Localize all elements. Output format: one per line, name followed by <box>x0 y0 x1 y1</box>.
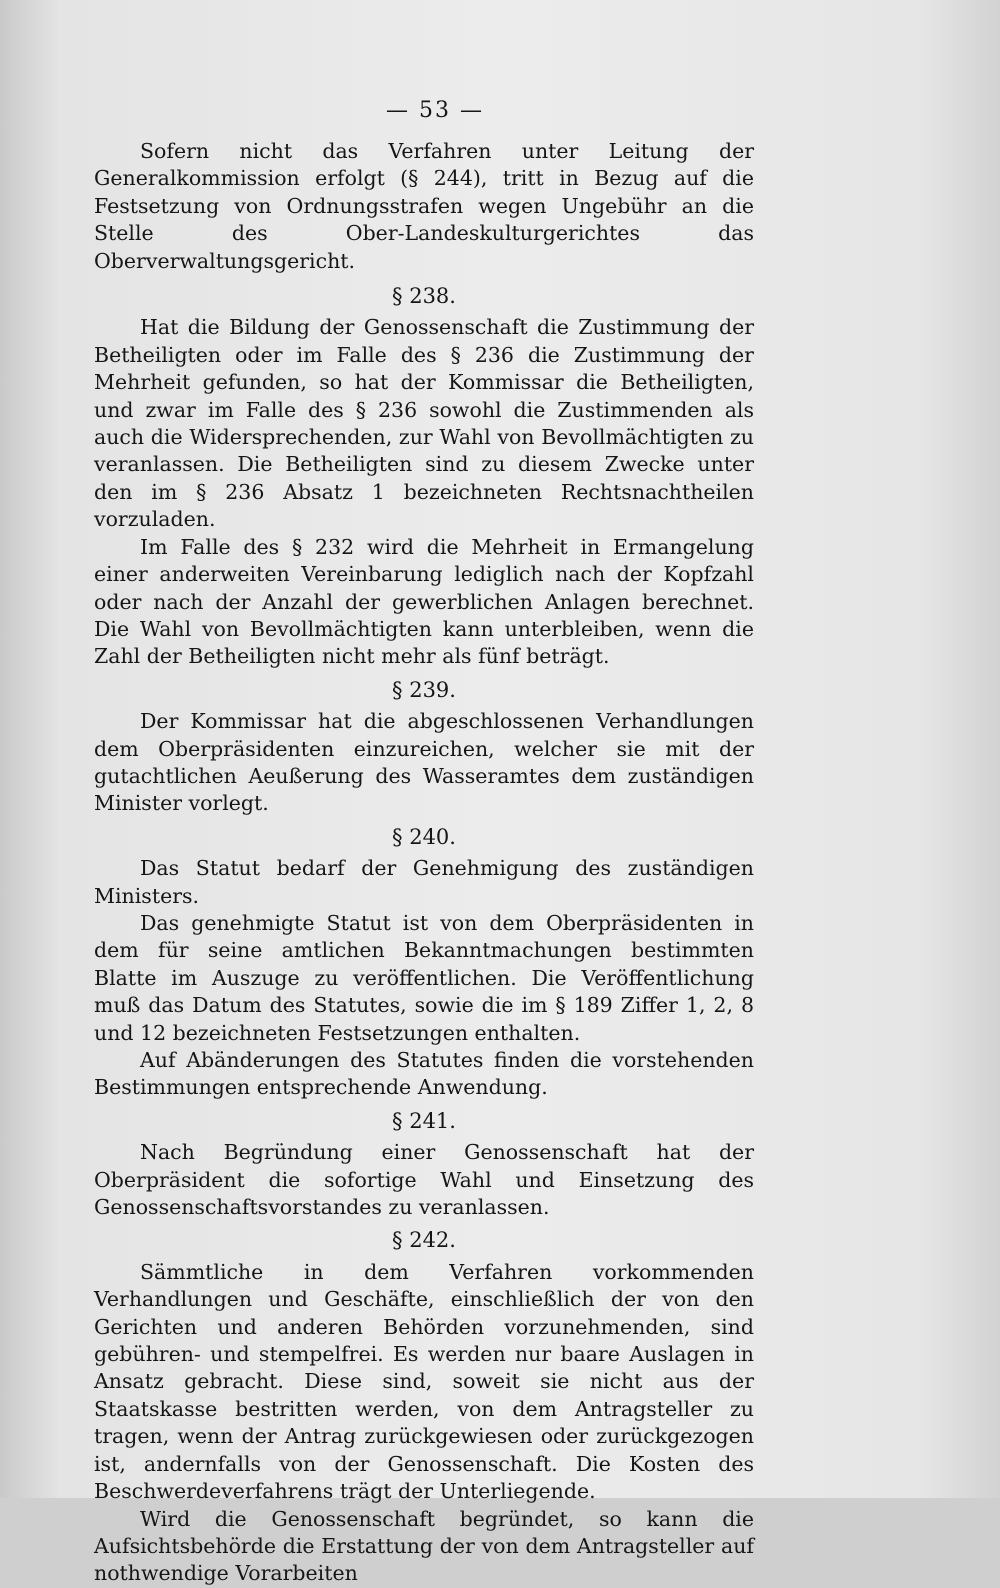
page-number: — 53 — <box>386 98 484 123</box>
paragraph-statut-abaenderung: Auf Abänderungen des Statutes finden die vorstehenden Bestimmungen entsprechende Anwendung. <box>94 1048 754 1100</box>
section-heading-242: § 242. <box>392 1228 456 1253</box>
page-body <box>94 138 754 1588</box>
section-heading-238: § 238. <box>392 284 456 309</box>
paragraph-statut-genehmigung: Das Statut bedarf der Genehmigung des zuständigen Ministers. <box>94 856 754 908</box>
paragraph-gebuehren: Sämmtliche in dem Verfahren vorkommenden Verhandlungen und Geschäfte, einschließlich der von den Gerichten und anderen Behörden vorzunehmenden, sind gebühren- und stempelfrei. Es werden nur baare Auslagen in Ansatz gebracht. Diese sind, soweit sie nicht aus der Staatskasse bestritten werden, von dem Antragsteller zu tragen, wenn der Antrag zurückgewiesen oder zurückgezogen ist, andernfalls von der Genossenschaft. Die Kosten des Beschwerdeverfahrens trägt der Unterliegende. <box>94 1259 754 1504</box>
section-heading-239: § 239. <box>392 677 456 702</box>
paragraph-ordnungsstrafen: Sofern nicht das Verfahren unter Leitung der Generalkommission erfolgt (§ 244), tritt in Bezug auf die Festsetzung von Ordnungsstrafen wegen Ungebühr an die Stelle des Ober-Landeskulturgerichtes das Oberverwaltungsgericht. <box>94 139 754 273</box>
paragraph-mehrheit: Im Falle des § 232 wird die Mehrheit in Ermangelung einer anderweiten Vereinbarung lediglich nach der Kopfzahl oder nach der Anzahl der gewerblichen Anlagen berechnet. Die Wahl von Bevollmächtigten kann unterbleiben, wenn die Zahl der Betheiligten nicht mehr als fünf beträgt. <box>94 534 754 669</box>
paragraph-erstattung: Wird die Genossenschaft begründet, so kann die Aufsichtsbehörde die Erstattung der von dem Antragsteller auf nothwendige Vorarbeiten <box>94 1506 754 1586</box>
paragraph-statut-veroeffentlichung: Das genehmigte Statut ist von dem Oberpräsidenten in dem für seine amtlichen Bekanntmachungen bestimmten Blatte im Auszuge zu veröffentlichen. Die Veröffentlichung muß das Datum des Statutes, sowie die im § 189 Ziffer 1, 2, 8 und 12 bezeichneten Festsetzungen enthalten. <box>94 910 754 1045</box>
paragraph-vorstand: Nach Begründung einer Genossenschaft hat der Oberpräsident die sofortige Wahl und Einsetzung des Genossenschaftsvorstandes zu veranlassen. <box>94 1140 754 1220</box>
paragraph-bevollmaechtigte: Hat die Bildung der Genossenschaft die Zustimmung der Betheiligten oder im Falle des § 236 die Zustimmung der Mehrheit gefunden, so hat der Kommissar die Betheiligten, und zwar im Falle des § 236 sowohl die Zustimmenden als auch die Widersprechenden, zur Wahl von Bevollmächtigten zu veranlassen. Die Betheiligten sind zu diesem Zwecke unter den im § 236 Absatz 1 bezeichneten Rechtsnachtheilen vorzuladen. <box>94 315 754 532</box>
section-heading-240: § 240. <box>392 824 456 849</box>
section-heading-241: § 241. <box>392 1108 456 1133</box>
paragraph-verhandlungen: Der Kommissar hat die abgeschlossenen Verhandlungen dem Oberpräsidenten einzureichen, welcher sie mit der gutachtlichen Aeußerung des Wasseramtes dem zuständigen Minister vorlegt. <box>94 709 754 816</box>
